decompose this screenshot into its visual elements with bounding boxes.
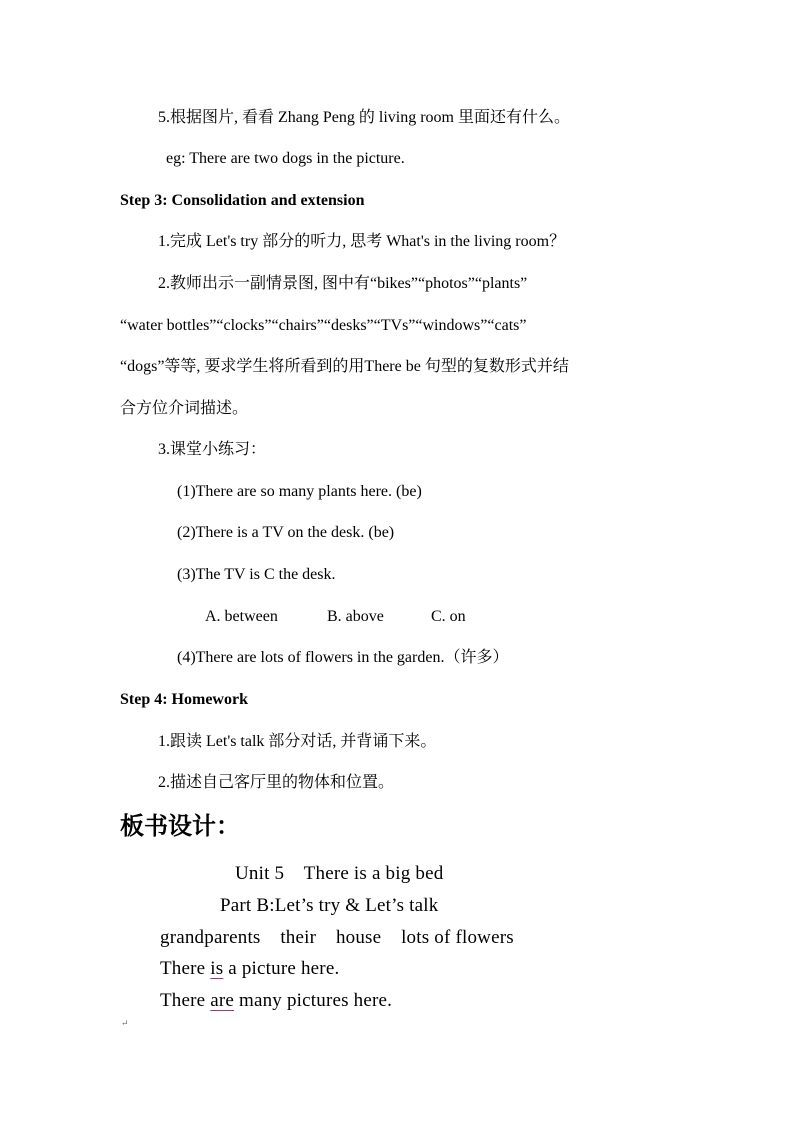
exercise-2: (2)There is a TV on the desk. (be) bbox=[177, 524, 395, 541]
homework-2: 2.描述自己客厅里的物体和位置。 bbox=[158, 774, 395, 791]
exercise-3-options bbox=[205, 607, 466, 627]
step3-item2-line3: “dogs”等等, 要求学生将所看到的用There be 句型的复数形式并结 bbox=[120, 358, 569, 375]
option-c: C. on bbox=[431, 608, 466, 625]
option-a: A. between bbox=[205, 608, 278, 625]
sentence-1-post: a picture here. bbox=[223, 958, 340, 979]
step3-item2-line4: 合方位介词描述。 bbox=[120, 400, 249, 417]
exercise-1: (1)There are so many plants here. (be) bbox=[177, 483, 422, 500]
board-part: Part B:Let’s try & Let’s talk bbox=[220, 895, 439, 916]
step2-item5: 5.根据图片, 看看 Zhang Peng 的 living room 里面还有什么。 bbox=[158, 109, 570, 126]
board-sentence-2 bbox=[160, 989, 392, 1013]
sentence-2-post: many pictures here. bbox=[234, 990, 393, 1011]
step3-item2-line1: 2.教师出示一副情景图, 图中有“bikes”“photos”“plants” bbox=[158, 275, 528, 292]
sentence-1-verb: is bbox=[210, 958, 224, 979]
paragraph-mark: ↵ bbox=[121, 1018, 129, 1028]
exercise-4: (4)There are lots of flowers in the garden.（许多） bbox=[177, 649, 509, 666]
step3-heading: Step 3: Consolidation and extension bbox=[120, 192, 365, 209]
option-b: B. above bbox=[327, 608, 384, 625]
exercise-3: (3)The TV is C the desk. bbox=[177, 566, 336, 583]
sentence-2-verb: are bbox=[210, 990, 235, 1011]
step3-item3-title: 3.课堂小练习： bbox=[158, 441, 267, 458]
board-sentence-1 bbox=[160, 957, 339, 981]
board-words: grandparents their house lots of flowers bbox=[160, 927, 514, 948]
sentence-2-pre: There bbox=[160, 990, 211, 1011]
step3-item1: 1.完成 Let's try 部分的听力, 思考 What's in the living room？ bbox=[158, 233, 566, 250]
step4-heading: Step 4: Homework bbox=[120, 691, 248, 708]
board-heading: 板书设计： bbox=[120, 812, 240, 840]
step3-item2-line2: “water bottles”“clocks”“chairs”“desks”“TVs”“windows”“cats” bbox=[120, 317, 527, 334]
step2-example: eg: There are two dogs in the picture. bbox=[166, 150, 405, 167]
homework-1: 1.跟读 Let's talk 部分对话, 并背诵下来。 bbox=[158, 733, 437, 750]
board-unit: Unit 5 There is a big bed bbox=[235, 863, 444, 884]
sentence-1-pre: There bbox=[160, 958, 211, 979]
